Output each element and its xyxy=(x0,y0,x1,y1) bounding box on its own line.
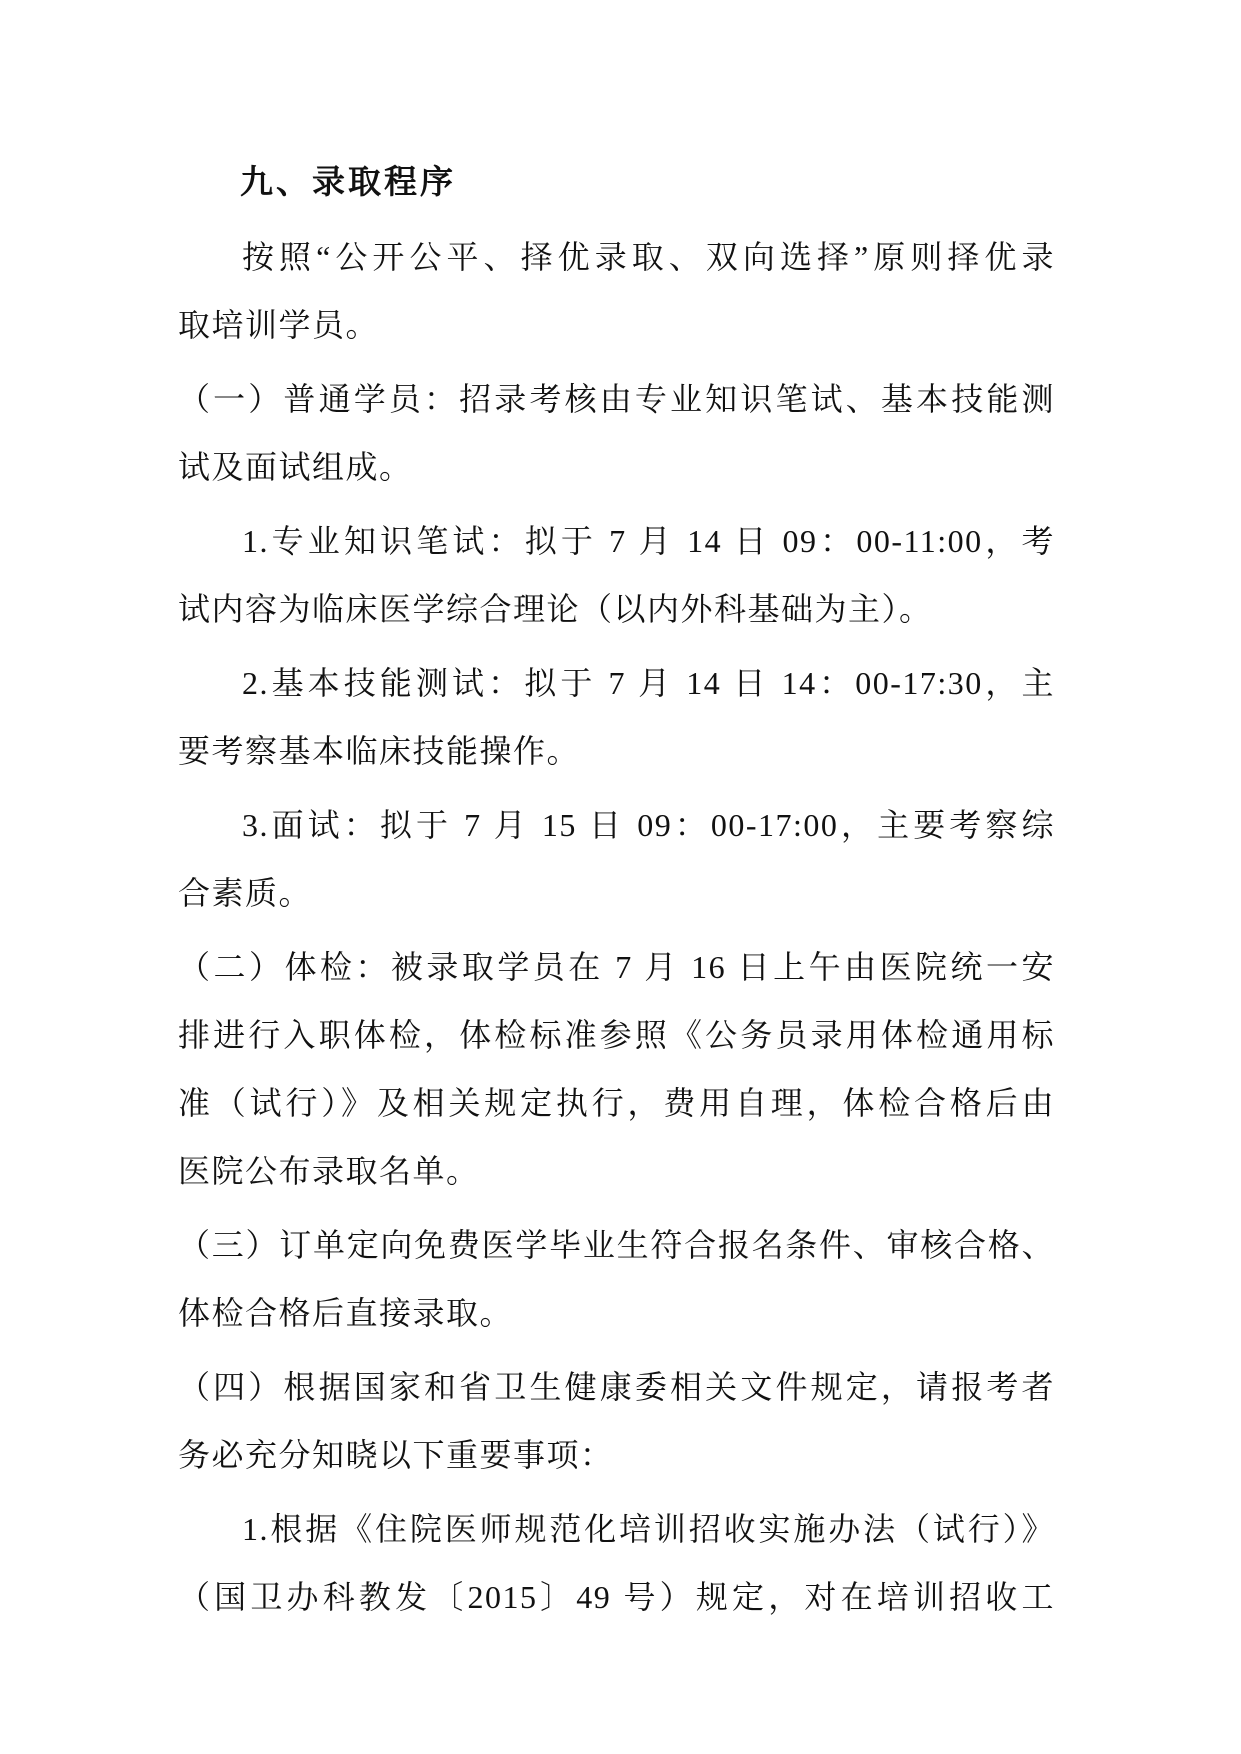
paragraph xyxy=(178,649,1055,785)
paragraph xyxy=(178,1495,1055,1631)
text-line: 2.基本技能测试：拟于 7 月 14 日 14：00-17:30，主 xyxy=(242,665,1055,701)
text-line: （一）普通学员：招录考核由专业知识笔试、基本技能测 xyxy=(178,381,1055,417)
paragraph xyxy=(178,365,1055,501)
text-line: 1.专业知识笔试：拟于 7 月 14 日 09：00-11:00，考 xyxy=(242,523,1055,559)
paragraph xyxy=(178,1211,1055,1347)
paragraph xyxy=(178,933,1055,1205)
text-line: 合素质。 xyxy=(178,875,313,911)
text-line: （国卫办科教发〔2015〕49 号）规定，对在培训招收工 xyxy=(178,1579,1055,1615)
text-line: （二）体检：被录取学员在 7 月 16 日上午由医院统一安 xyxy=(178,949,1055,985)
text-line: 按照“公开公平、择优录取、双向选择”原则择优录 xyxy=(242,239,1055,275)
text-line: 1.根据《住院医师规范化培训招收实施办法（试行）》 xyxy=(242,1511,1055,1547)
text-line: 务必充分知晓以下重要事项： xyxy=(178,1437,614,1473)
text-line: （三）订单定向免费医学毕业生符合报名条件、审核合格、 xyxy=(178,1227,1055,1263)
text-line: 试内容为临床医学综合理论（以内外科基础为主）。 xyxy=(178,591,933,627)
text-line: 体检合格后直接录取。 xyxy=(178,1295,514,1331)
text-line: 取培训学员。 xyxy=(178,307,380,343)
text-line: 试及面试组成。 xyxy=(178,449,413,485)
text-line: 要考察基本临床技能操作。 xyxy=(178,733,581,769)
section-heading: 九、录取程序 xyxy=(240,165,456,201)
text-line: 排进行入职体检，体检标准参照《公务员录用体检通用标 xyxy=(178,1017,1055,1053)
paragraph xyxy=(178,223,1055,359)
paragraph xyxy=(178,791,1055,927)
paragraph xyxy=(178,1353,1055,1489)
text-line: 准（试行）》及相关规定执行，费用自理，体检合格后由 xyxy=(178,1085,1055,1121)
document-body xyxy=(178,223,1055,1631)
text-line: （四）根据国家和省卫生健康委相关文件规定，请报考者 xyxy=(178,1369,1055,1405)
text-line: 3.面试：拟于 7 月 15 日 09：00-17:00，主要考察综 xyxy=(242,807,1055,843)
paragraph xyxy=(178,507,1055,643)
text-line: 医院公布录取名单。 xyxy=(178,1153,480,1189)
